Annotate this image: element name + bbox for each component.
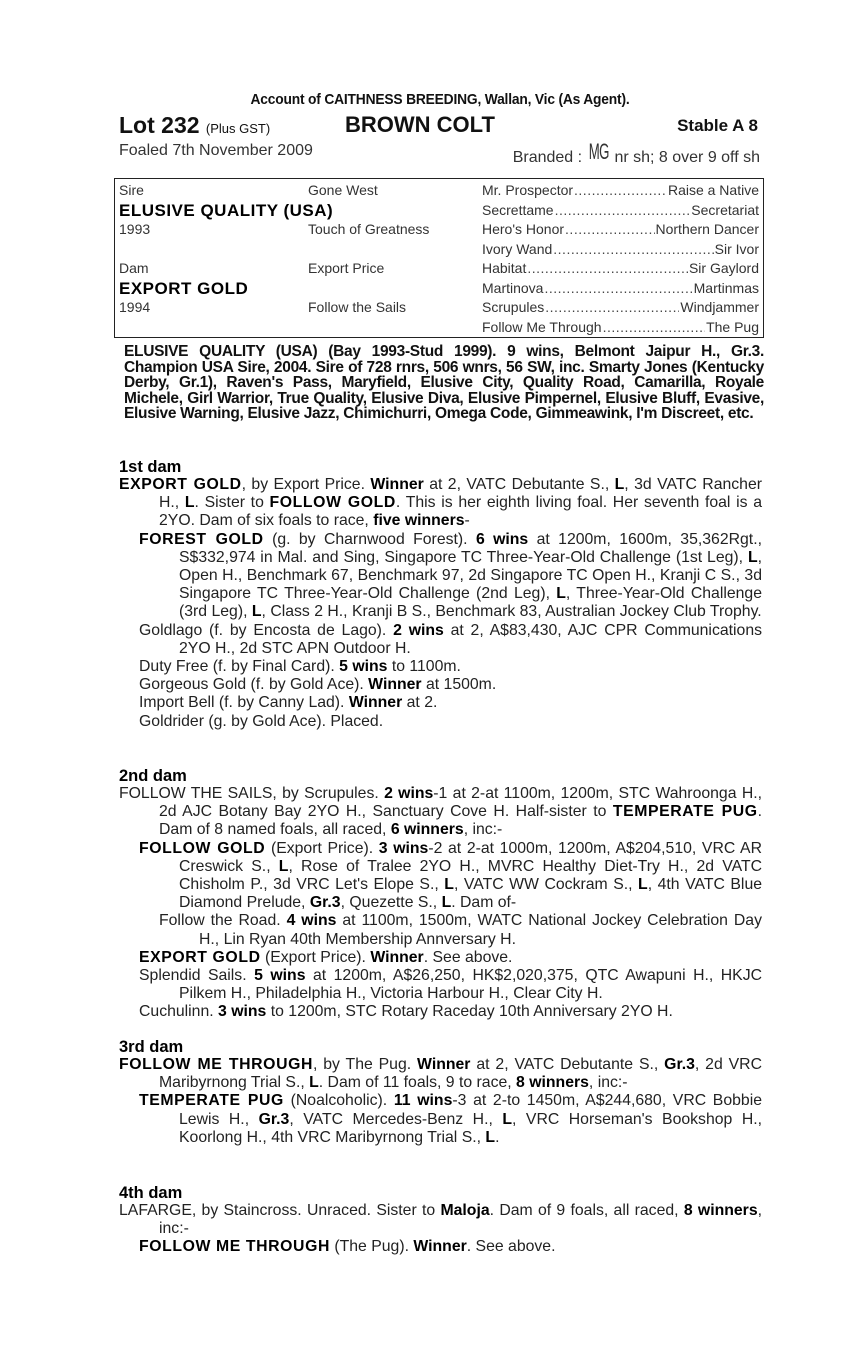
stable-location: Stable A 8 [677, 116, 758, 135]
ped-row [482, 181, 759, 201]
foaled-date: Foaled 7th November 2009 [119, 142, 313, 159]
dam-paragraph: FOLLOW THE SAILS, by Scrupules. 2 wins-1 at 2-at 1100m, 1200m, STC Wahroonga H., 2d AJC Botany Bay 2YO H., Sanctuary Cove H. Half-sister to TEMPERATE PUG. Dam of 8 named foals, all raced, 6 winners, inc:- [119, 785, 762, 839]
gst-note: (Plus GST) [205, 121, 271, 136]
leader-dots [565, 220, 654, 240]
second-dam-section [119, 767, 762, 1022]
ped-row [482, 201, 759, 221]
vendor-account: Account of CAITHNESS BREEDING, Wallan, Vic (As Agent). [250, 91, 630, 108]
dam-label: Dam [119, 260, 149, 276]
dam-paragraph: EXPORT GOLD, by Export Price. Winner at 2, VATC Debutante S., L, 3d VATC Rancher H., L. Sister to FOLLOW GOLD. This is her eighth living foal. Her seventh foal is a 2YO. Dam of six foals to race, five winners- [119, 476, 762, 530]
sire-year: 1993 [119, 221, 151, 237]
ped-row [482, 220, 759, 240]
section-heading: 3rd dam [119, 1038, 184, 1056]
dam-sire: Export Price [308, 260, 385, 276]
ped-row [482, 318, 759, 338]
progeny-entry: FOLLOW ME THROUGH (The Pug). Winner. See above. [139, 1238, 556, 1256]
ancestor-right: Sir Ivor [714, 240, 759, 257]
ancestor-left: Secrettame [482, 201, 554, 218]
leader-dots [527, 259, 688, 279]
ped-row [482, 259, 759, 279]
ancestor-right: Sir Gaylord [688, 260, 759, 276]
sire-dam: Touch of Greatness [308, 221, 430, 237]
sire-summary: ELUSIVE QUALITY (USA) (Bay 1993-Stud 1999). 9 wins, Belmont Jaipur H., Gr.3. Champion USA Sire, 2004. Sire of 728 rnrs, 506 wnrs, 56 SW, inc. Smarty Jones (Kentucky Derby, Gr.1), Raven's Pass, Maryfield, Elusive City, Quality Road, Camarilla, Royale Michele, Girl Warrior, True Quality, Elusive Diva, Elusive Pimpernel, Elusive Bluff, Evasive, Elusive Warning, Elusive Jazz, Chimichurri, Omega Code, Gimmeawink, I'm Discreet, etc. [124, 343, 764, 422]
progeny-entry: FOLLOW GOLD (Export Price). 3 wins-2 at 2-at 1000m, 1200m, A$204,510, VRC AR Creswick S., L, Rose of Tralee 2YO H., MVRC Healthy Diet-Try H., 2d VATC Chisholm P., 3d VRC Let's Elope S., L, VATC WW Cockram S., L, 4th VATC Blue Diamond Prelude, Gr.3, Quezette S., L. Dam of- [139, 839, 763, 912]
sire-name: ELUSIVE QUALITY (USA) [119, 200, 334, 220]
progeny-entry: Duty Free (f. by Final Card). 5 wins to 1100m. [139, 658, 461, 676]
foal-info [114, 138, 766, 164]
dam-year: 1994 [119, 299, 151, 315]
leader-dots [603, 318, 705, 338]
third-dam-section [119, 1038, 762, 1147]
ancestor-left: Mr. Prospector [482, 182, 574, 198]
section-heading: 1st dam [119, 458, 182, 476]
ancestor-right: Raise a Native [667, 182, 759, 198]
progeny-entry: TEMPERATE PUG (Noalcoholic). 11 wins-3 at 2-to 1450m, A$244,680, VRC Bobbie Lewis H., Gr.3, VATC Mercedes-Benz H., L, VRC Horseman's Bookshop H., Koorlong H., 4th VRC Maribyrnong Trial S., L. [139, 1092, 763, 1146]
section-heading: 4th dam [119, 1184, 183, 1202]
ancestor-right: The Pug [706, 318, 759, 335]
ancestor-right: Martinmas [693, 279, 759, 296]
progeny-entry: Import Bell (f. by Canny Lad). Winner at 2. [139, 694, 438, 712]
dam-dam: Follow the Sails [308, 299, 407, 315]
lot-label: Lot 232 [119, 112, 200, 138]
ancestor-right: Windjammer [680, 299, 759, 315]
first-dam-section [119, 458, 762, 731]
progeny-entry: Goldrider (g. by Gold Ace). Placed. [139, 712, 384, 730]
fourth-dam-section [119, 1184, 762, 1257]
brand-info [512, 139, 760, 168]
leader-dots [544, 279, 692, 299]
progeny-entry: FOREST GOLD (g. by Charnwood Forest). 6 wins at 1200m, 1600m, 35,362Rgt., S$332,974 in Mal. and Sing, Singapore TC Three-Year-Old Challenge (1st Leg), L, Open H., Benchmark 67, Benchmark 97, 2d Singapore TC Open H., Kranji C S., 3d Singapore TC Three-Year-Old Challenge (2nd Leg), L, Three-Year-Old Challenge (3rd Leg), L, Class 2 H., Kranji B S., Benchmark 83, Australian Jockey Club Trophy. [139, 530, 762, 621]
catalogue-page [114, 88, 766, 1256]
leader-dots [553, 240, 713, 260]
lot-header [114, 110, 766, 138]
leader-dots [555, 201, 691, 221]
branded-label: Branded : [512, 149, 583, 166]
ancestor-left: Habitat [482, 260, 527, 276]
grand-progeny-entry: Follow the Road. 4 wins at 1100m, 1500m, WATC National Jockey Celebration Day H., Lin Ryan 40th Membership Annversary H. [159, 912, 762, 948]
leader-dots [574, 181, 667, 201]
sire-label: Sire [119, 182, 144, 198]
ancestor-left: Ivory Wand [482, 240, 553, 257]
dam-paragraph: FOLLOW ME THROUGH, by The Pug. Winner at 2, VATC Debutante S., Gr.3, 2d VRC Maribyrnong Trial S., L. Dam of 11 foals, 9 to race, 8 winners, inc:- [119, 1056, 763, 1092]
lot-number [119, 112, 270, 139]
progeny-entry: Goldlago (f. by Encosta de Lago). 2 wins at 2, A$83,430, AJC CPR Communications 2YO H., 2d STC APN Outdoor H. [139, 621, 762, 657]
ancestor-left: Follow Me Through [482, 318, 602, 335]
progeny-entry: Gorgeous Gold (f. by Gold Ace). Winner at 1500m. [139, 676, 497, 694]
ancestor-left: Martinova [482, 279, 544, 296]
ped-row [482, 240, 759, 260]
ancestor-left: Scrupules [482, 299, 545, 315]
leader-dots [545, 298, 679, 318]
ancestor-right: Northern Dancer [655, 221, 759, 237]
horse-description: BROWN COLT [345, 112, 495, 137]
section-heading: 2nd dam [119, 767, 187, 785]
brand-detail: nr sh; 8 over 9 off sh [614, 149, 760, 166]
ancestor-right: Secretariat [691, 201, 759, 218]
ancestor-left: Hero's Honor [482, 221, 565, 237]
progeny-entry: Splendid Sails. 5 wins at 1200m, A$26,250, HK$2,020,375, QTC Awapuni H., HKJC Pilkem H., Philadelphia H., Victoria Harbour H., Clear City H. [139, 967, 763, 1003]
pedigree-box [114, 178, 764, 338]
dam-name: EXPORT GOLD [119, 278, 249, 298]
pedigree-parents [119, 181, 333, 318]
pedigree-great-grandparents [482, 181, 759, 337]
ped-row [482, 279, 759, 299]
sire-sire: Gone West [308, 182, 378, 198]
brand-mark-icon: MG [588, 139, 609, 164]
dam-paragraph: LAFARGE, by Staincross. Unraced. Sister to Maloja. Dam of 9 foals, all raced, 8 winners, inc:- [119, 1202, 763, 1238]
ped-row [482, 298, 759, 318]
progeny-entry: Cuchulinn. 3 wins to 1200m, STC Rotary Raceday 10th Anniversary 2YO H. [139, 1003, 673, 1021]
progeny-entry: EXPORT GOLD (Export Price). Winner. See above. [139, 948, 513, 966]
pedigree-grandparents [308, 181, 429, 318]
